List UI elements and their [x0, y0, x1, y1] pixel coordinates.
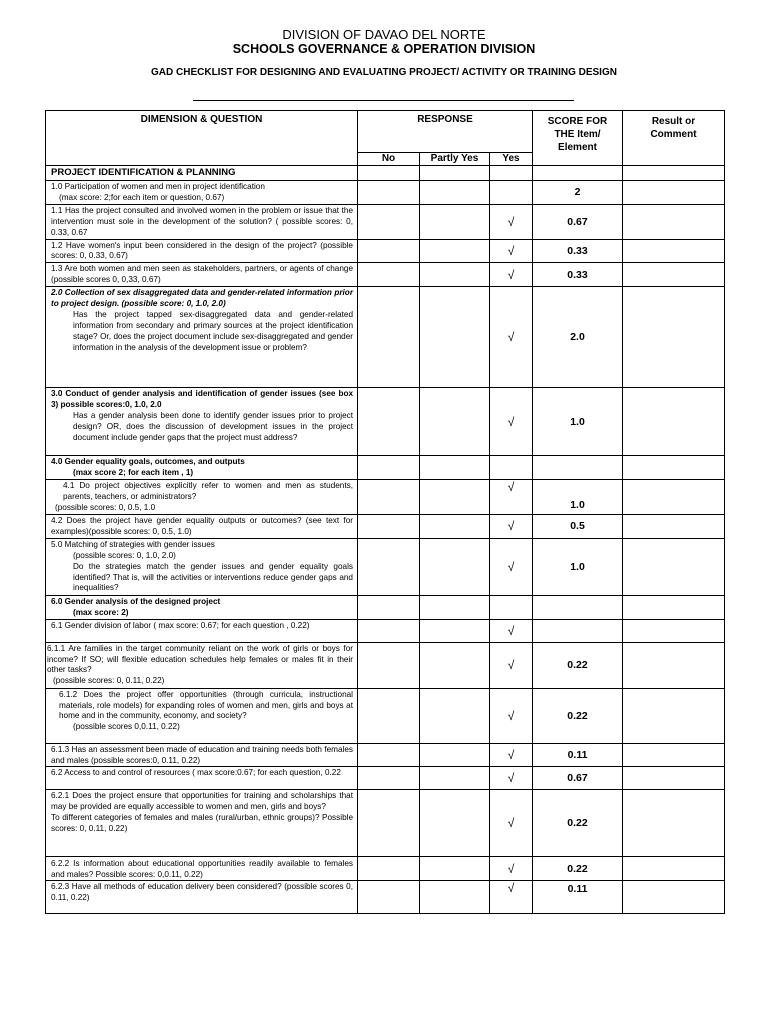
table-row	[46, 204, 725, 239]
score-value: 1.0	[533, 538, 623, 595]
score-value: 0.67	[533, 767, 623, 790]
score-value: 2.0	[533, 287, 623, 388]
score-value: 0.22	[533, 688, 623, 743]
yes-check-mark: √	[490, 619, 533, 642]
dimension-question-header: DIMENSION & QUESTION	[46, 111, 358, 166]
table-row	[46, 881, 725, 914]
question-cell: 4.2 Does the project have gender equality outputs or outcomes? (see text for examples)(possible scores: 0, 0.5, 1.0)	[46, 514, 358, 538]
score-value: 0.33	[533, 263, 623, 287]
yes-check-mark: √	[490, 857, 533, 881]
score-header: SCORE FOR THE Item/ Element	[533, 111, 623, 166]
checklist-title: GAD CHECKLIST FOR DESIGNING AND EVALUATING PROJECT/ ACTIVITY OR TRAINING DESIGN	[151, 67, 617, 78]
question-cell: 5.0 Matching of strategies with gender issues (possible scores: 0, 1.0, 2.0) Do the strategies match the gender issues and gender equality goals identified? That is, will the activities or interventions reduce gender gaps and inequalities?	[46, 538, 358, 595]
question-cell: 3.0 Conduct of gender analysis and identification of gender issues (see box 3) possible scores:0, 1.0, 2.0 Has a gender analysis been done to identify gender issues prior to project design? OR, does the discussion of development issues in the project document include gender gaps that the project must address?	[46, 388, 358, 456]
question-cell: 6.1.3 Has an assessment been made of education and training needs both females and males (possible scores:0, 0.11, 0.22)	[46, 743, 358, 767]
yes-check-mark: √	[490, 688, 533, 743]
yes-check-mark: √	[490, 479, 533, 514]
yes-check-mark: √	[490, 287, 533, 388]
table-row	[46, 767, 725, 790]
yes-check-mark: √	[490, 263, 533, 287]
question-cell: 2.0 Collection of sex disaggregated data and gender-related information prior to project design. (possible score: 0, 1.0, 2.0) Has the project tapped sex-disaggregated data and gender-related information from secondary and primary sources at the project identification stage? Or, does the project document include sex-disaggregated and gender information in the analysis of the development issue or problem?	[46, 287, 358, 388]
table-row	[46, 239, 725, 263]
yes-header: Yes	[490, 153, 533, 166]
table-row	[46, 595, 725, 619]
yes-check-mark: √	[490, 204, 533, 239]
table-row	[46, 743, 725, 767]
question-cell: 1.3 Are both women and men seen as stakeholders, partners, or agents of change (possible scores 0, 0,33, 0.67)	[46, 263, 358, 287]
question-cell: 1.1 Has the project consulted and involved women in the problem or issue that the intervention must sole in the development of the solution? ( possible scores: 0, 0.33, 0.67	[46, 204, 358, 239]
table-row	[46, 388, 725, 456]
table-row	[46, 642, 725, 688]
question-cell: 4.0 Gender equality goals, outcomes, and outputs (max score 2; for each item , 1)	[46, 456, 358, 480]
table-row	[46, 790, 725, 857]
score-value: 0.22	[533, 790, 623, 857]
table-row	[46, 479, 725, 514]
score-value: 0.11	[533, 743, 623, 767]
office-title: SCHOOLS GOVERNANCE & OPERATION DIVISION	[232, 42, 536, 56]
yes-check-mark: √	[490, 881, 533, 914]
yes-check-mark: √	[490, 767, 533, 790]
table-row	[46, 688, 725, 743]
score-value: 0.67	[533, 204, 623, 239]
question-cell: 6.2.1 Does the project ensure that opportunities for training and scholarships that may be provided are equally accessible to women and men, girls and boys? To different categories of females and males (rural/urban, ethnic groups)? Possible scores: 0, 0.11, 0.22)	[46, 790, 358, 857]
table-row	[46, 514, 725, 538]
section-title: PROJECT IDENTIFICATION & PLANNING	[46, 166, 358, 181]
score-value: 1.0	[533, 479, 623, 514]
yes-check-mark: √	[490, 790, 533, 857]
score-value: 0.22	[533, 857, 623, 881]
partly-yes-header: Partly Yes	[420, 153, 490, 166]
yes-check-mark: √	[490, 239, 533, 263]
yes-check-mark: √	[490, 514, 533, 538]
question-cell: 6.0 Gender analysis of the designed project (max score: 2)	[46, 595, 358, 619]
question-cell: 1.2 Have women's input been considered in the design of the project? (possible scores: 0, 0.33, 0.67)	[46, 239, 358, 263]
score-value: 1.0	[533, 388, 623, 456]
yes-check-mark: √	[490, 388, 533, 456]
division-title: DIVISION OF DAVAO DEL NORTE	[282, 27, 486, 42]
question-cell: 6.1 Gender division of labor ( max score: 0.67; for each question , 0.22)	[46, 619, 358, 642]
question-cell: 4.1 Do project objectives explicitly refer to women and men as students, parents, teachers, or administrators? (possible scores: 0, 0.5, 1.0	[46, 479, 358, 514]
question-cell: 6.2.3 Have all methods of education delivery been considered? (possible scores 0, 0.11, 0.22)	[46, 881, 358, 914]
table-row	[46, 181, 725, 205]
question-cell: 1.0 Participation of women and men in project identification (max score: 2;for each item or question, 0.67)	[46, 181, 358, 205]
question-cell: 6.1.1 Are families in the target community reliant on the work of girls or boys for income? If SO; will flexible education schedules help females or males fit in their other tasks? (possible scores: 0, 0.11, 0.22)	[46, 642, 358, 688]
result-comment-header: Result or Comment	[623, 111, 725, 166]
no-header: No	[358, 153, 420, 166]
response-header: RESPONSE	[358, 111, 533, 153]
yes-check-mark: √	[490, 743, 533, 767]
table-row	[46, 263, 725, 287]
score-value: 0.33	[533, 239, 623, 263]
score-value: 0.11	[533, 881, 623, 914]
blank-title-line	[193, 100, 574, 101]
question-cell: 6.2.2 Is information about educational opportunities readily available to females and males? Possible scores: 0,0.11, 0.22)	[46, 857, 358, 881]
yes-check-mark: √	[490, 538, 533, 595]
table-row	[46, 287, 725, 388]
score-value: 0.5	[533, 514, 623, 538]
yes-check-mark: √	[490, 642, 533, 688]
table-row	[46, 619, 725, 642]
question-cell: 6.2 Access to and control of resources ( max score:0.67; for each question, 0.22	[46, 767, 358, 790]
table-row	[46, 857, 725, 881]
question-cell: 6.1.2 Does the project offer opportunities (through curricula, instructional materials, role models) for expanding roles of women and men, girls and boys at home and in the community, economy, and society? (possible scores 0,0.11, 0.22)	[46, 688, 358, 743]
score-value: 0.22	[533, 642, 623, 688]
gad-checklist-table	[45, 110, 725, 914]
header-row	[46, 111, 725, 153]
section-row	[46, 166, 725, 181]
table-row	[46, 538, 725, 595]
table-row	[46, 456, 725, 480]
score-value: 2	[533, 181, 623, 205]
